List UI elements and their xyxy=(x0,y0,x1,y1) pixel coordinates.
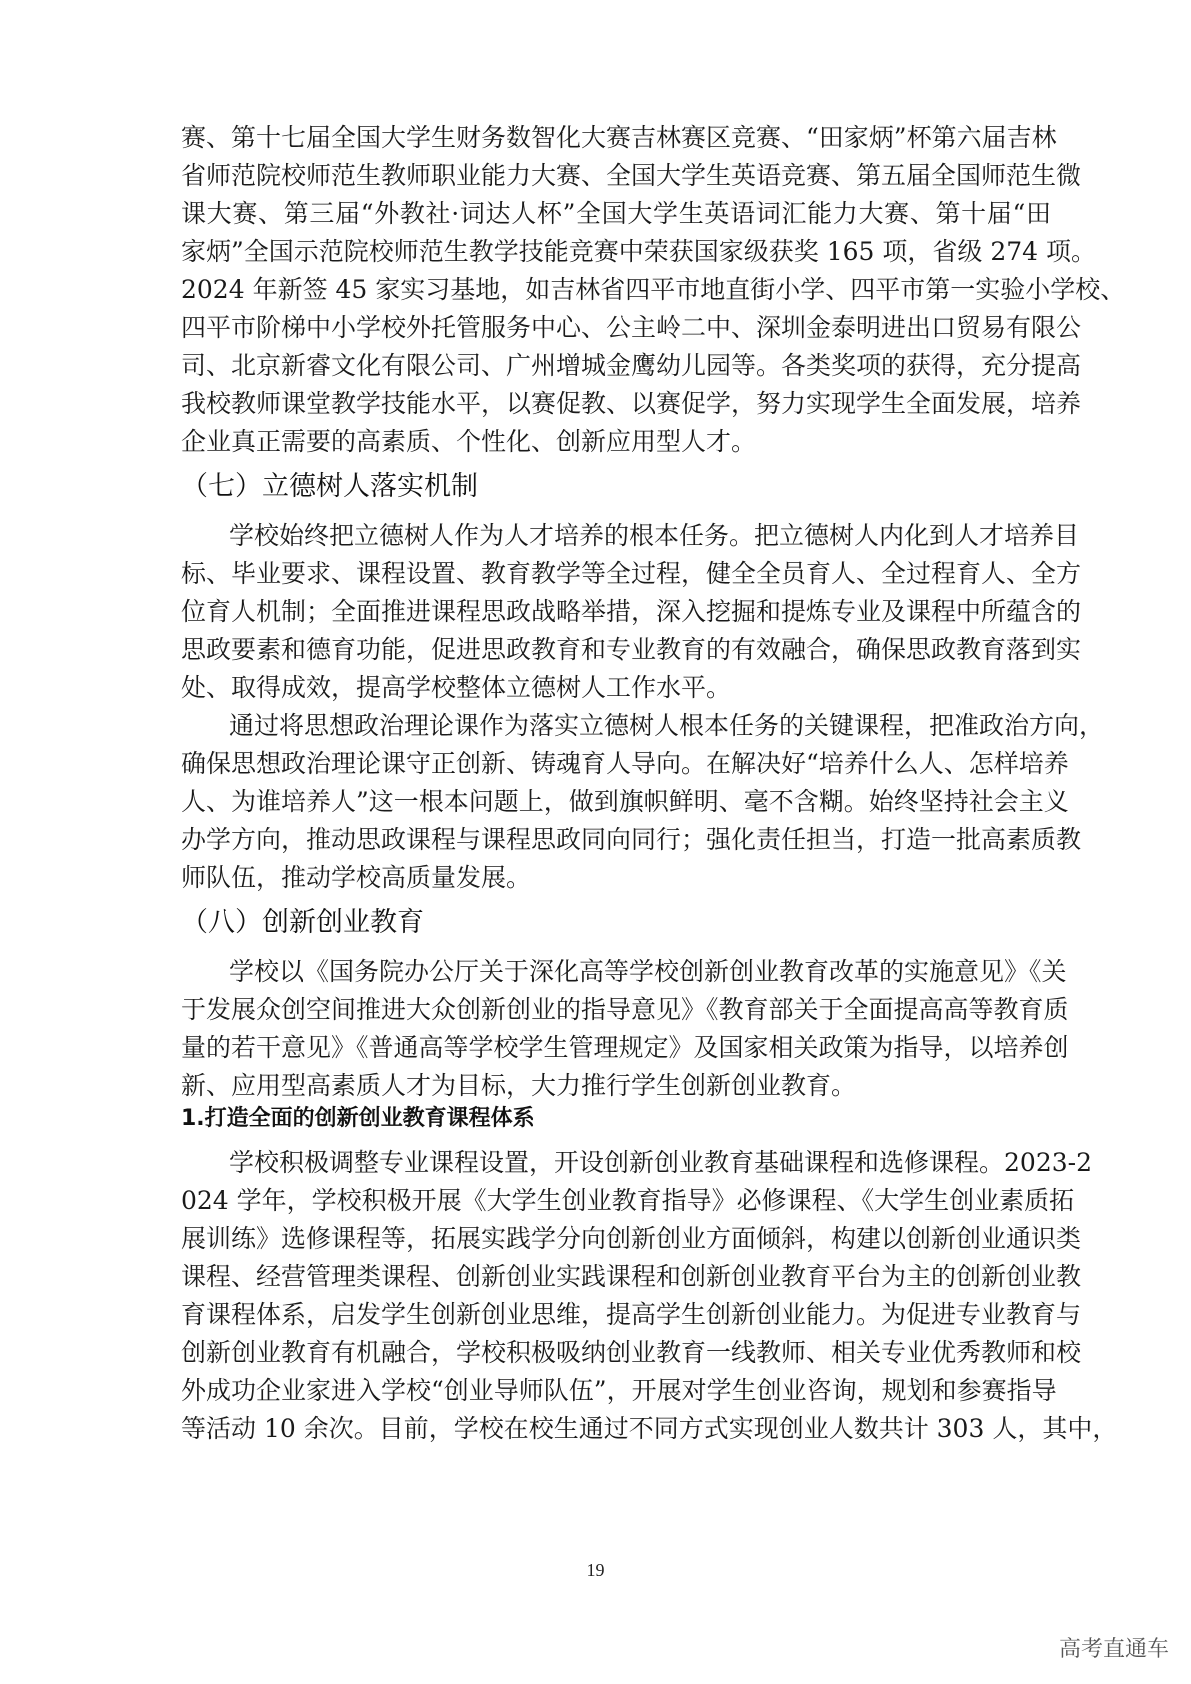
subsection-heading: 1.打造全面的创新创业教育课程体系 xyxy=(181,1106,535,1131)
paragraph-line: 2024 年新签 45 家实习基地，如吉林省四平市地直街小学、四平市第一实验小学校、 xyxy=(181,275,1126,304)
paragraph-line: 处、取得成效，提高学校整体立德树人工作水平。 xyxy=(181,673,732,702)
paragraph-line: 课大赛、第三届“外教社·词达人杯”全国大学生英语词汇能力大赛、第十届“田 xyxy=(181,199,1051,228)
paragraph-line: 通过将思想政治理论课作为落实立德树人根本任务的关键课程，把准政治方向， xyxy=(229,711,1105,740)
watermark-text: 高考直通车 xyxy=(1058,1637,1169,1662)
paragraph-line: 师队伍，推动学校高质量发展。 xyxy=(181,863,532,892)
paragraph-line: 确保思想政治理论课守正创新、铸魂育人导向。在解决好“培养什么人、怎样培养 xyxy=(181,749,1069,778)
paragraph-line: 创新创业教育有机融合，学校积极吸纳创业教育一线教师、相关专业优秀教师和校 xyxy=(181,1338,1082,1367)
paragraph-line: 办学方向，推动思政课程与课程思政同向同行；强化责任担当，打造一批高素质教 xyxy=(181,825,1082,854)
page-number: 19 xyxy=(586,1560,605,1580)
paragraph-line: 省师范院校师范生教师职业能力大赛、全国大学生英语竞赛、第五届全国师范生微 xyxy=(181,161,1082,190)
paragraph-line: 学校以《国务院办公厅关于深化高等学校创新创业教育改革的实施意见》《关 xyxy=(229,957,1067,986)
paragraph-line: 人、为谁培养人”这一根本问题上，做到旗帜鲜明、毫不含糊。始终坚持社会主义 xyxy=(181,787,1069,816)
paragraph-line: 企业真正需要的高素质、个性化、创新应用型人才。 xyxy=(181,427,757,456)
paragraph-line: 位育人机制；全面推进课程思政战略举措，深入挖掘和提炼专业及课程中所蕴含的 xyxy=(181,597,1082,626)
paragraph-line: 我校教师课堂教学技能水平，以赛促教、以赛促学，努力实现学生全面发展，培养 xyxy=(181,389,1082,418)
paragraph-line: 标、毕业要求、课程设置、教育教学等全过程，健全全员育人、全过程育人、全方 xyxy=(181,559,1082,588)
paragraph-line: 育课程体系，启发学生创新创业思维，提高学生创新创业能力。为促进专业教育与 xyxy=(181,1300,1082,1329)
paragraph-line: 于发展众创空间推进大众创新创业的指导意见》《教育部关于全面提高高等教育质 xyxy=(181,995,1069,1024)
paragraph-line: 家炳”全国示范院校师范生教学技能竞赛中荣获国家级获奖 165 项，省级 274 项。 xyxy=(181,237,1097,266)
paragraph-line: 等活动 10 余次。目前，学校在校生通过不同方式实现创业人数共计 303 人，其中， xyxy=(181,1414,1118,1443)
paragraph-line: 赛、第十七届全国大学生财务数智化大赛吉林赛区竞赛、“田家炳”杯第六届吉林 xyxy=(181,123,1057,152)
paragraph-line: 量的若干意见》《普通高等学校学生管理规定》及国家相关政策为指导，以培养创 xyxy=(181,1033,1069,1062)
paragraph-line: 学校积极调整专业课程设置，开设创新创业教育基础课程和选修课程。2023-2 xyxy=(229,1148,1092,1177)
section-heading-7: （七）立德树人落实机制 xyxy=(181,471,478,502)
paragraph-line: 课程、经营管理类课程、创新创业实践课程和创新创业教育平台为主的创新创业教 xyxy=(181,1262,1082,1291)
paragraph-line: 展训练》选修课程等，拓展实践学分向创新创业方面倾斜，构建以创新创业通识类 xyxy=(181,1224,1082,1253)
section-heading-8: （八）创新创业教育 xyxy=(181,907,424,938)
paragraph-line: 学校始终把立德树人作为人才培养的根本任务。把立德树人内化到人才培养目 xyxy=(229,521,1080,550)
paragraph-line: 四平市阶梯中小学校外托管服务中心、公主岭二中、深圳金泰明进出口贸易有限公 xyxy=(181,313,1082,342)
paragraph-line: 司、北京新睿文化有限公司、广州增城金鹰幼儿园等。各类奖项的获得，充分提高 xyxy=(181,351,1082,380)
paragraph-line: 新、应用型高素质人才为目标，大力推行学生创新创业教育。 xyxy=(181,1071,857,1100)
paragraph-line: 思政要素和德育功能，促进思政教育和专业教育的有效融合，确保思政教育落到实 xyxy=(181,635,1082,664)
paragraph-line: 024 学年，学校积极开展《大学生创业教育指导》必修课程、《大学生创业素质拓 xyxy=(181,1186,1075,1215)
paragraph-line: 外成功企业家进入学校“创业导师队伍”，开展对学生创业咨询，规划和参赛指导 xyxy=(181,1376,1057,1405)
